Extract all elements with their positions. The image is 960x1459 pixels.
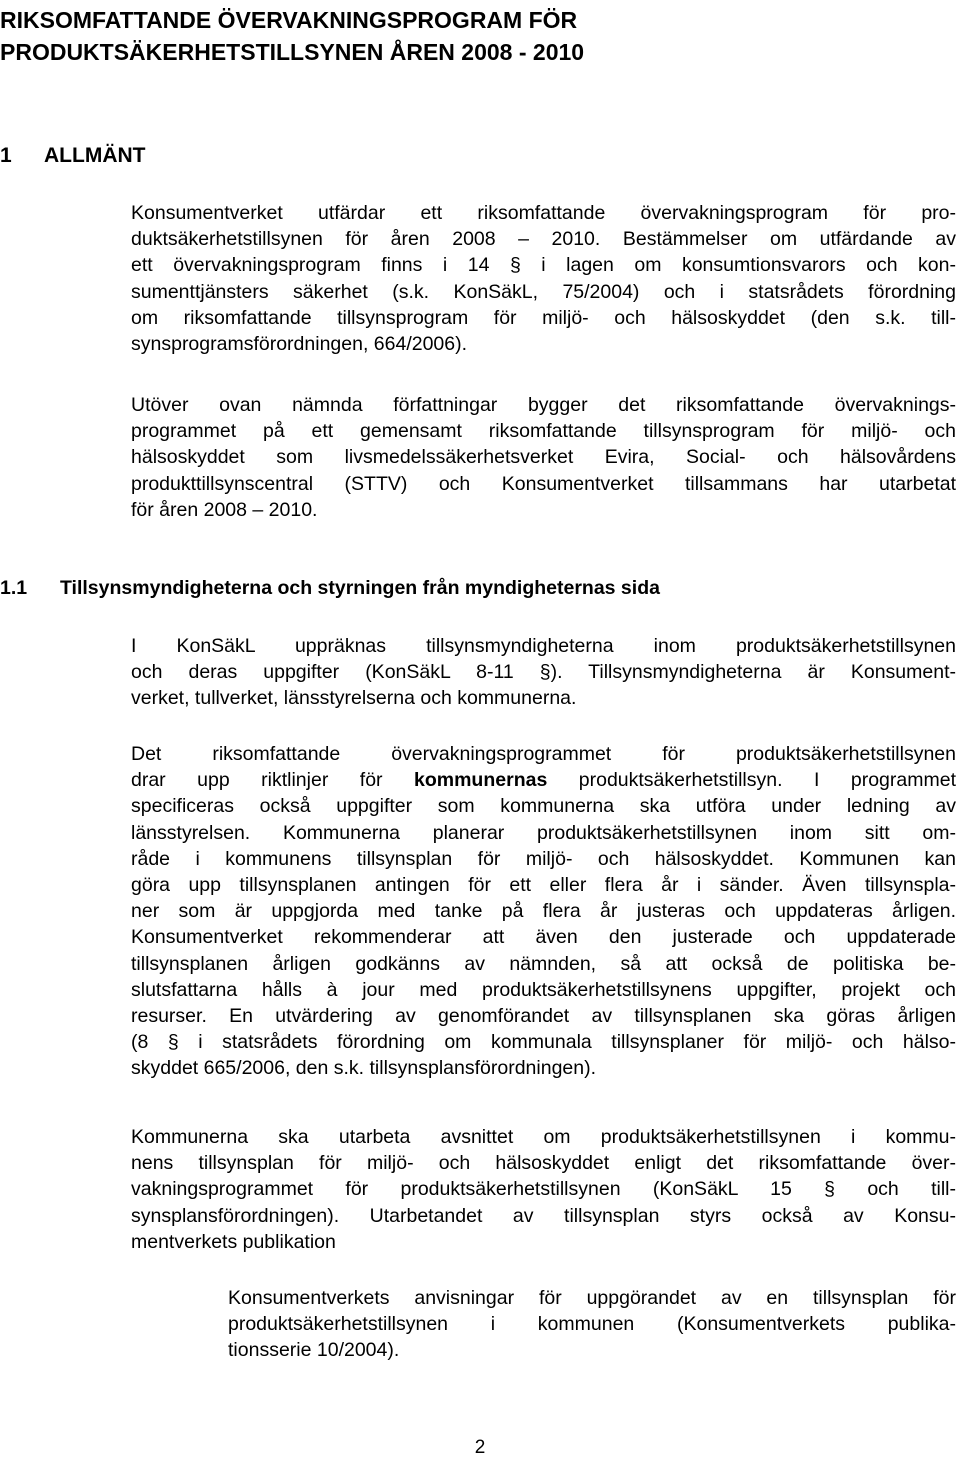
text-line: och deras uppgifter (KonSäkL 8-11 §). Tillsynsmyndigheterna är Konsument-	[131, 661, 956, 684]
title-line: PRODUKTSÄKERHETSTILLSYNEN ÅREN 2008 - 2010	[0, 39, 585, 65]
text-line: Kommunerna ska utarbeta avsnittet om produktsäkerhetstillsynen i kommu-	[131, 1126, 956, 1148]
subsection-title: Tillsynsmyndigheterna och styrningen från myndigheternas sida	[60, 577, 660, 599]
paragraph-intro	[131, 200, 956, 357]
text-line: resurser. En utvärdering av genomförandet av tillsynsplanen ska göras årligen	[131, 1004, 956, 1027]
text-line: specificeras också uppgifter som kommunerna ska utföra under ledning av	[131, 795, 956, 818]
text-line: synsprogramsförordningen, 664/2006).	[131, 332, 468, 355]
section-title: ALLMÄNT	[44, 144, 146, 167]
text-segment: produktsäkerhetstillsyn. I programmet	[578, 769, 956, 792]
text-line: Konsumentverket rekommenderar att även den justerade och uppdaterade	[131, 926, 956, 949]
text-line: produktsäkerhetstillsynen i kommunen (Konsumentverkets publika-	[228, 1313, 956, 1336]
publication-citation	[228, 1285, 956, 1364]
text-line-with-emphasis	[131, 767, 956, 793]
text-line: sumenttjänsters säkerhet (s.k. KonSäkL, 75/2004) och i statsrådets förordning	[131, 280, 956, 303]
text-line: vakningsprogrammet för produktsäkerhetstillsynen (KonSäkL 15 § och till-	[131, 1178, 956, 1201]
text-line: synsplansförordningen). Utarbetandet av tillsynsplan styrs också av Konsu-	[131, 1204, 956, 1227]
text-line: om riksomfattande tillsynsprogram för miljö- och hälsoskyddet (den s.k. till-	[131, 306, 956, 329]
paragraph-municipal-plan	[131, 1124, 956, 1255]
text-line: verket, tullverket, länsstyrelserna och kommunerna.	[131, 687, 577, 710]
text-line: (8 § i statsrådets förordning om kommunala tillsynsplaner för miljö- och hälso-	[131, 1031, 956, 1054]
text-line: tillsynsplanen årligen godkänns av nämnden, så att också de politiska be-	[131, 952, 956, 975]
page-number: 2	[474, 1437, 486, 1458]
text-line: Det riksomfattande övervakningsprogrammet för produktsäkerhetstillsynen	[131, 743, 956, 765]
text-line: för åren 2008 – 2010.	[131, 498, 318, 521]
title-line: RIKSOMFATTANDE ÖVERVAKNINGSPROGRAM FÖR	[0, 7, 578, 33]
paragraph-guidelines	[131, 741, 956, 1081]
subsection-number: 1.1	[0, 577, 28, 599]
text-line: ner som är uppgjorda med tanke på flera år justeras och uppdateras årligen.	[131, 900, 956, 923]
text-line: nens tillsynsplan för miljö- och hälsoskyddet enligt det riksomfattande över-	[131, 1152, 956, 1175]
text-line: I KonSäkL uppräknas tillsynsmyndigheterna inom produktsäkerhetstillsynen	[131, 635, 956, 657]
text-line: råde i kommunens tillsynsplan för miljö- och hälsoskyddet. Kommunen kan	[131, 847, 956, 870]
document-title	[0, 4, 950, 68]
paragraph-authorities	[131, 633, 956, 712]
text-line: programmet på ett gemensamt riksomfattande tillsynsprogram för miljö- och	[131, 420, 956, 443]
subsection-heading-tillsynsmyndigheterna	[0, 574, 660, 602]
text-line: Utöver ovan nämnda författningar bygger det riksomfattande övervaknings-	[131, 394, 956, 416]
text-line: länsstyrelsen. Kommunerna planerar produktsäkerhetstillsynen inom sitt om-	[131, 821, 956, 844]
emphasis-kommunernas: kommunernas	[414, 769, 548, 792]
text-line: tionsserie 10/2004).	[228, 1339, 400, 1362]
text-segment: drar upp riktlinjer för	[131, 769, 383, 792]
text-line: Konsumentverket utfärdar ett riksomfattande övervakningsprogram för pro-	[131, 202, 956, 224]
text-line: produkttillsynscentral (STTV) och Konsumentverket tillsammans har utarbetat	[131, 472, 956, 495]
section-heading-allmant	[0, 142, 145, 170]
text-line: göra upp tillsynsplanen antingen för ett eller flera år i sänder. Även tillsynspla-	[131, 873, 956, 896]
section-number: 1	[0, 144, 12, 167]
text-line: mentverkets publikation	[131, 1230, 336, 1253]
text-line: ett övervakningsprogram finns i 14 § i lagen om konsumtionsvarors och kon-	[131, 254, 956, 277]
text-line: duktsäkerhetstillsynen för åren 2008 – 2010. Bestämmelser om utfärdande av	[131, 228, 956, 251]
paragraph-program-basis	[131, 392, 956, 523]
text-line: hälsoskyddet som livsmedelssäkerhetsverket Evira, Social- och hälsovårdens	[131, 446, 956, 469]
text-line: slutsfattarna hålls à jour med produktsäkerhetstillsynens uppgifter, projekt och	[131, 978, 956, 1001]
text-line: skyddet 665/2006, den s.k. tillsynsplansförordningen).	[131, 1057, 597, 1080]
text-line: Konsumentverkets anvisningar för uppgörandet av en tillsynsplan för	[228, 1287, 956, 1309]
